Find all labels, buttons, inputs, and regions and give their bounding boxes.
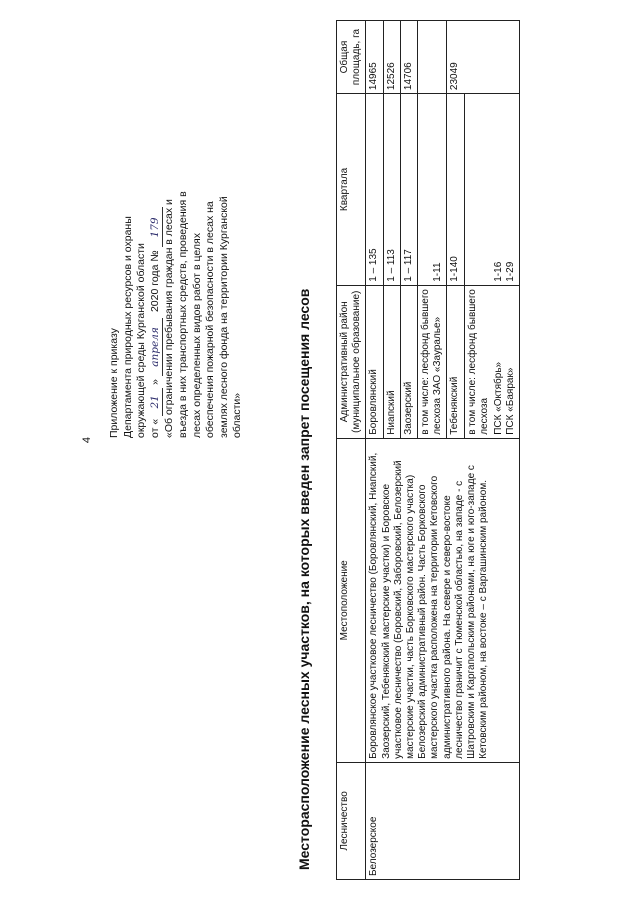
table-header-row bbox=[337, 21, 366, 880]
header-district: Административный район (муниципальное образование) bbox=[337, 285, 366, 438]
cell-district: Ниапский bbox=[383, 285, 400, 438]
appendix-line: области» bbox=[231, 392, 244, 438]
order-number-handwritten: 179 bbox=[149, 207, 164, 247]
cell-quarters bbox=[464, 94, 493, 286]
cell-location: Боровлянское участковое лесничество (Боровлянский, Ниапский, Заозерский, Тебенякский мастерские участки) и Боровское участковое лесничество (Боровский, Заборовский, Белозерский мастерские участки, часть Борковского мастерского участка) Белозерский административный район. Часть Борковского мастерского участка расположена на территории Кетовского административного района. На севере и северо-востоке лесничество граничит с Тюменской областью, на западе - с Шатровским и Каргапольским районами, на юге и юго-западе с Кетовским районом, на востоке – с Варгашинским районом. bbox=[366, 438, 520, 762]
cell-quarters: 1 – 117 bbox=[400, 94, 417, 286]
document-title: Месторасположение лесных участков, на которых введен запрет посещения лесов bbox=[296, 288, 312, 870]
appendix-line: въезда в них транспортных средств, проведения в bbox=[176, 191, 189, 438]
cell-area: 12526 bbox=[383, 21, 400, 94]
cell-forestry: Белозерское bbox=[366, 762, 520, 879]
header-forestry: Лесничество bbox=[337, 762, 366, 879]
appendix-line: землях лесного фонда на территории Курганской bbox=[217, 196, 230, 438]
cell-district: Заозерский bbox=[400, 285, 417, 438]
table-row bbox=[366, 21, 383, 880]
appendix-line: Приложение к приказу bbox=[108, 328, 120, 438]
appendix-line: Департамента природных ресурсов и охраны bbox=[121, 216, 134, 438]
cell-area bbox=[418, 21, 447, 94]
header-location: Местоположение bbox=[337, 438, 366, 762]
date-mid: » bbox=[148, 378, 161, 385]
cell-quarters: 1-29 bbox=[505, 94, 520, 286]
date-day-handwritten: 21 bbox=[149, 388, 164, 416]
appendix-line: лесах определенных видов работ в целях bbox=[190, 233, 203, 438]
cell-district: ПСК «Баярак» bbox=[505, 285, 520, 438]
cell-district: Боровлянский bbox=[366, 285, 383, 438]
appendix-line: обеспечения пожарной безопасности в лесах на bbox=[204, 201, 217, 438]
cell-quarters: 1 – 135 bbox=[366, 94, 383, 286]
forest-plots-table bbox=[336, 20, 520, 880]
cell-quarters: 1-140 bbox=[447, 94, 464, 286]
date-prefix: от « bbox=[148, 418, 161, 438]
cell-quarters: 1-11 bbox=[418, 94, 447, 286]
rotated-sheet bbox=[30, 10, 630, 890]
page-number: 4 bbox=[81, 436, 94, 444]
cell-district: Тебенякский bbox=[447, 285, 464, 438]
header-area: Общая площадь, га bbox=[337, 21, 366, 94]
cell-district: в том числе: лесфонд бывшего лесхоза bbox=[464, 285, 493, 438]
date-month-handwritten: апреля bbox=[149, 318, 164, 376]
appendix-line: «Об ограничении пребывания граждан в лесах и bbox=[163, 199, 176, 438]
cell-area: 14706 bbox=[400, 21, 417, 94]
date-year: 2020 года № bbox=[148, 250, 161, 313]
header-quarters: Квартала bbox=[337, 94, 366, 286]
cell-area: 23049 bbox=[447, 21, 520, 94]
cell-area: 14965 bbox=[366, 21, 383, 94]
appendix-header bbox=[108, 8, 245, 438]
cell-quarters: 1 – 113 bbox=[383, 94, 400, 286]
cell-district: ПСК «Октябрь» bbox=[493, 285, 505, 438]
cell-quarters: 1-16 bbox=[493, 94, 505, 286]
appendix-line: окружающей среды Курганской области bbox=[135, 243, 148, 438]
appendix-date-line bbox=[149, 8, 164, 438]
cell-district: в том числе: лесфонд бывшего лесхоза ЗАО «Зауралье» bbox=[418, 285, 447, 438]
